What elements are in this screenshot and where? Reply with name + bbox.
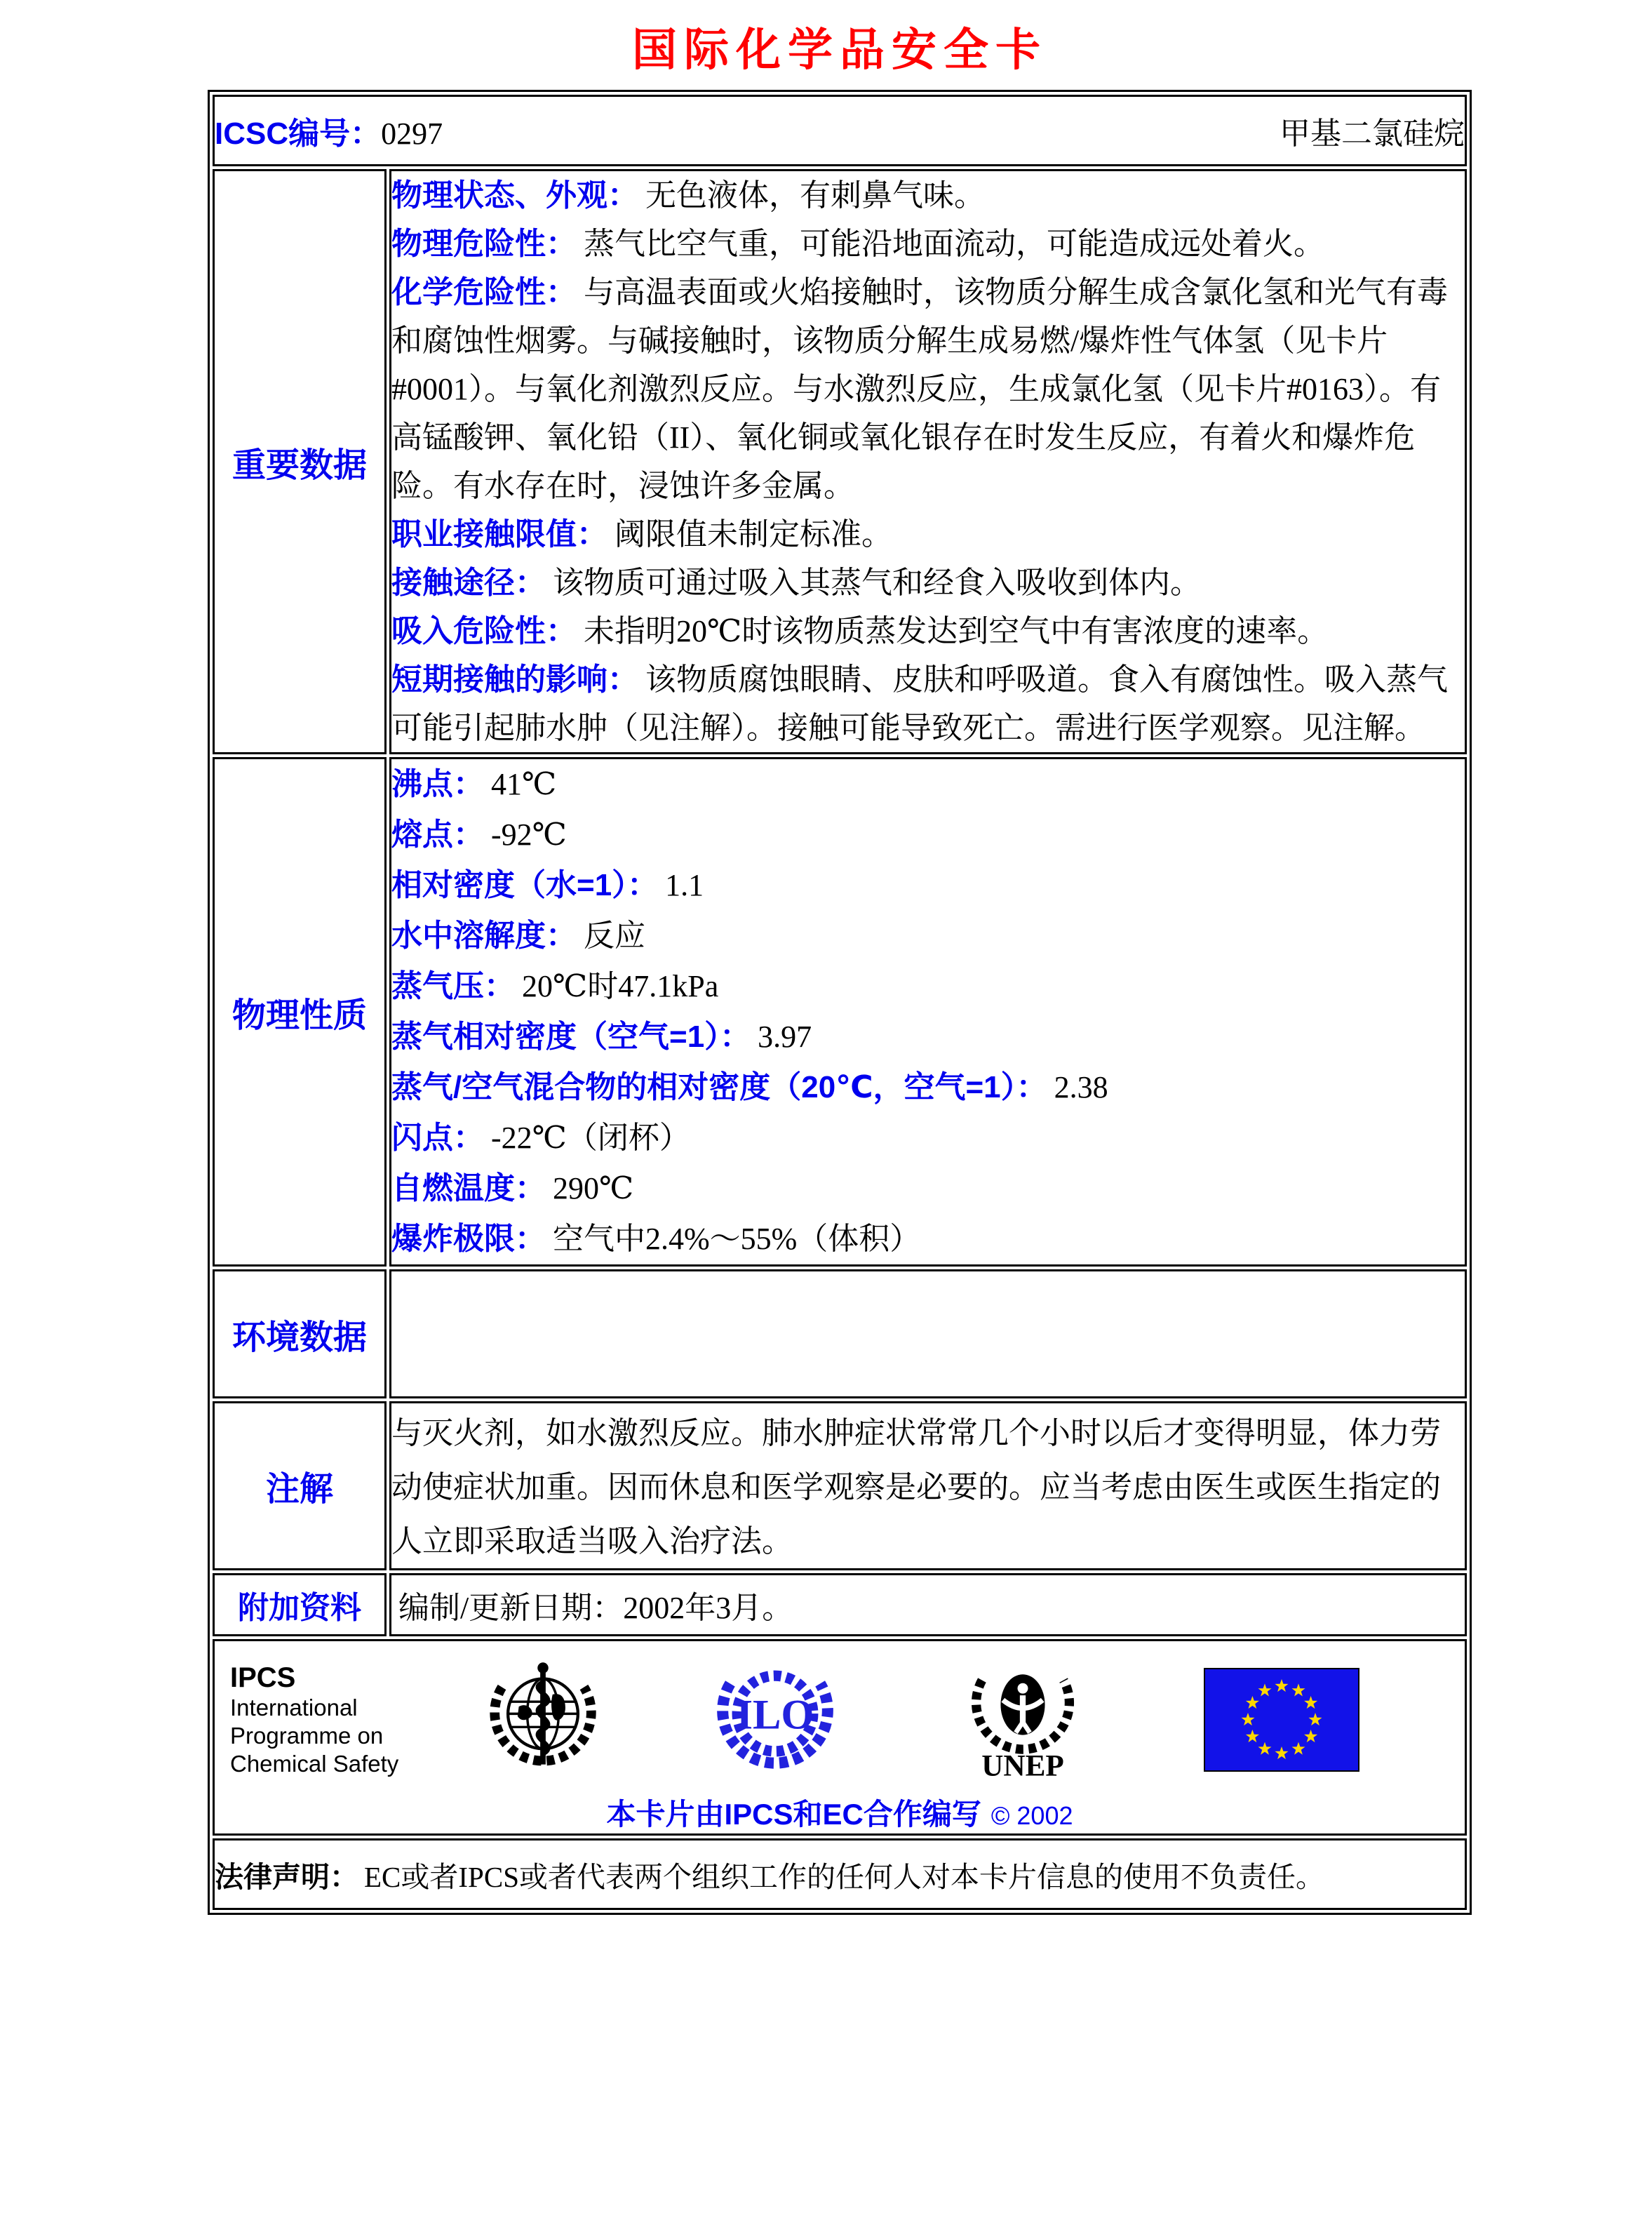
list-item	[391, 911, 1465, 961]
ilo-letters: ILO	[736, 1691, 814, 1739]
list-item	[391, 655, 1465, 752]
field-label: 蒸气压：	[391, 969, 515, 1003]
list-item	[391, 1163, 1465, 1214]
footer-caption-text: 本卡片由IPCS和EC合作编写	[606, 1798, 981, 1831]
field-label: 相对密度（水=1）：	[391, 868, 659, 902]
ipcs-line: International	[230, 1695, 358, 1721]
footer-copyright: © 2002	[990, 1801, 1073, 1830]
footer-caption	[215, 1791, 1465, 1833]
list-item	[391, 860, 1465, 911]
field-label: 水中溶解度：	[391, 918, 577, 953]
table-row-important-data	[213, 169, 1467, 754]
notes-content	[389, 1401, 1467, 1570]
ilo-logo	[712, 1651, 838, 1789]
field-value: 20℃时47.1kPa	[522, 969, 719, 1003]
table-row-notes	[213, 1401, 1467, 1570]
field-label: 物理危险性：	[391, 227, 577, 261]
unep-letters: UNEP	[981, 1749, 1064, 1783]
field-value: 290℃	[553, 1171, 634, 1205]
field-label: 化学危险性：	[391, 275, 577, 309]
table-row-header	[213, 95, 1467, 166]
icsc-table	[208, 90, 1472, 1915]
field-value: 反应	[584, 918, 645, 953]
field-label: 职业接触限值：	[391, 517, 607, 552]
important-data-content	[389, 169, 1467, 754]
field-value: 1.1	[665, 868, 704, 902]
field-value: 该物质腐蚀眼睛、皮肤和呼吸道。食入有腐蚀性。吸入蒸气可能引起肺水肿（见注解）。接触可能导致死亡。需进行医学观察。见注解。	[391, 662, 1448, 745]
table-row-footer	[213, 1639, 1467, 1836]
section-label-additional-information: 附加资料	[213, 1573, 387, 1636]
legal-cell	[213, 1838, 1467, 1910]
who-logo	[483, 1651, 603, 1789]
unep-logo	[965, 1651, 1081, 1789]
section-label-notes: 注解	[213, 1401, 387, 1570]
header-cell	[213, 95, 1467, 166]
table-row-additional-information	[213, 1573, 1467, 1636]
section-label-physical-properties: 物理性质	[213, 757, 387, 1267]
field-label: 吸入危险性：	[391, 614, 577, 648]
field-value: 未指明20℃时该物质蒸发达到空气中有害浓度的速率。	[584, 614, 1329, 648]
ipcs-acronym: IPCS	[230, 1662, 296, 1693]
ipcs-text-block	[230, 1662, 427, 1778]
chemical-name: 甲基二氯硅烷	[1280, 116, 1465, 151]
field-value: 蒸气比空气重，可能沿地面流动，可能造成远处着火。	[584, 227, 1324, 261]
table-row-environmental-data	[213, 1269, 1467, 1398]
list-item	[391, 559, 1465, 607]
list-item	[391, 1113, 1465, 1163]
field-label: 蒸气/空气混合物的相对密度（20℃，空气=1）：	[391, 1070, 1047, 1104]
list-item	[391, 1214, 1465, 1264]
field-value: 阈限值未制定标准。	[615, 517, 892, 552]
eu-flag	[1204, 1668, 1359, 1772]
field-value: 3.97	[758, 1020, 812, 1054]
field-value: 空气中2.4%～55%（体积）	[553, 1222, 921, 1256]
list-item	[391, 220, 1465, 268]
list-item	[391, 759, 1465, 810]
field-value: 与高温表面或火焰接触时，该物质分解生成含氯化氢和光气有毒和腐蚀性烟雾。与碱接触时，该物质分解生成易燃/爆炸性气体氢（见卡片#0001）。与氧化剂激烈反应。与水激烈反应，生成氯化氢（见卡片#0163）。有高锰酸钾、氧化铅（II）、氧化铜或氧化银存在时发生反应，有着火和爆炸危险。有水存在时，浸蚀许多金属。	[391, 275, 1448, 503]
field-label: 沸点：	[391, 767, 484, 801]
physical-properties-content	[389, 757, 1467, 1267]
page-title: 国际化学品安全卡	[632, 25, 1047, 75]
logo-row	[215, 1641, 1465, 1789]
field-value: 2.38	[1054, 1070, 1108, 1104]
field-label: 物理状态、外观：	[391, 178, 638, 213]
list-item	[391, 268, 1465, 510]
field-value: 无色液体，有刺鼻气味。	[645, 178, 985, 213]
table-row-legal	[213, 1838, 1467, 1910]
field-label: 接触途径：	[391, 566, 546, 600]
legal-text: EC或者IPCS或者代表两个组织工作的任何人对本卡片信息的使用不负责任。	[364, 1860, 1324, 1893]
field-label: 爆炸极限：	[391, 1222, 546, 1256]
list-item	[391, 810, 1465, 860]
legal-label: 法律声明：	[215, 1860, 358, 1893]
ipcs-line: Chemical Safety	[230, 1751, 399, 1777]
field-label: 短期接触的影响：	[391, 662, 638, 697]
field-label: 闪点：	[391, 1121, 484, 1155]
table-row-physical-properties	[213, 757, 1467, 1267]
section-label-environmental-data: 环境数据	[213, 1269, 387, 1398]
list-item	[391, 1012, 1465, 1062]
icsc-number-value: 0297	[381, 116, 443, 151]
list-item	[391, 961, 1465, 1012]
notes-text: 与灭火剂，如水激烈反应。肺水肿症状常常几个小时以后才变得明显，体力劳动使症状加重。因而休息和医学观察是必要的。应当考虑由医生或医生指定的人立即采取适当吸入治疗法。	[391, 1416, 1441, 1558]
field-value: -22℃（闭杯）	[491, 1121, 690, 1155]
footer-cell	[213, 1639, 1467, 1836]
ipcs-line: Programme on	[230, 1723, 384, 1749]
field-value: 41℃	[491, 767, 557, 801]
additional-information-content: 编制/更新日期：2002年3月。	[389, 1573, 1467, 1636]
icsc-number-label: ICSC编号：	[215, 116, 382, 151]
field-label: 蒸气相对密度（空气=1）：	[391, 1020, 751, 1054]
field-label: 自燃温度：	[391, 1171, 546, 1205]
environmental-data-content	[389, 1269, 1467, 1398]
list-item	[391, 510, 1465, 559]
list-item	[391, 1062, 1465, 1113]
icsc-number-group	[215, 108, 443, 153]
field-label: 熔点：	[391, 817, 484, 852]
field-value: -92℃	[491, 817, 567, 852]
field-value: 该物质可通过吸入其蒸气和经食入吸收到体内。	[553, 566, 1201, 600]
list-item	[391, 607, 1465, 655]
section-label-important-data: 重要数据	[213, 169, 387, 754]
list-item	[391, 171, 1465, 220]
